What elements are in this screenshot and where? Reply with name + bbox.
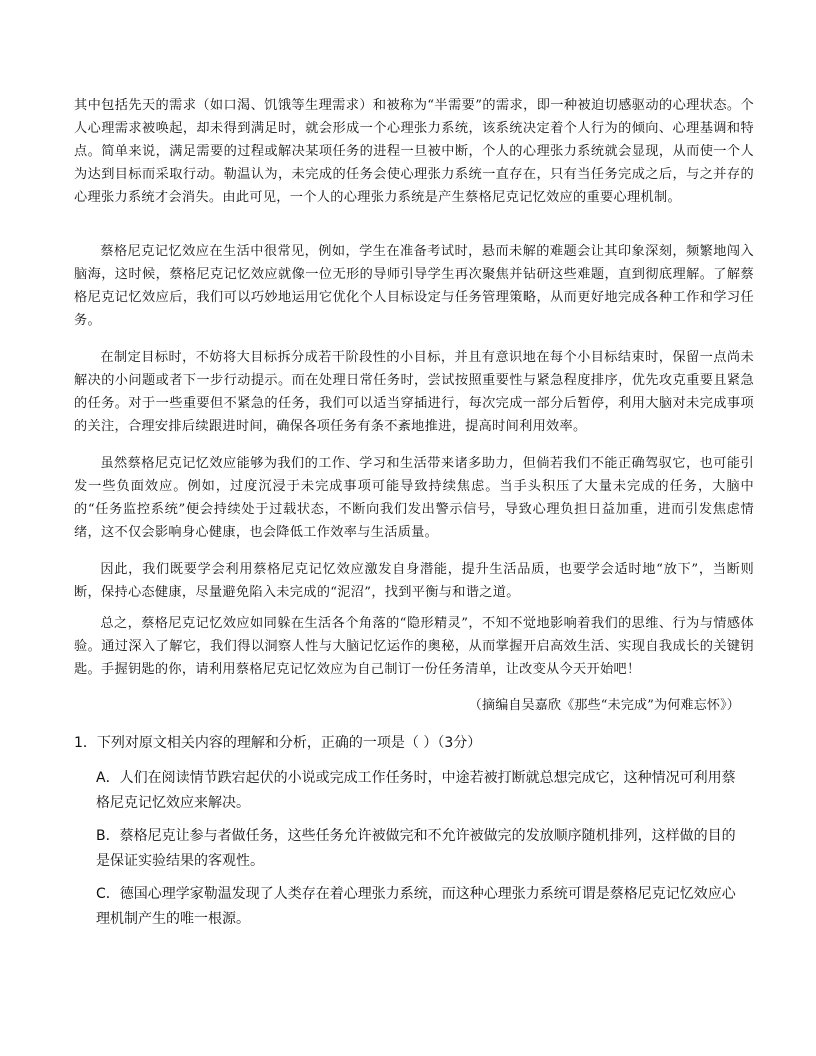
passage-source: （摘编自吴嘉欣《那些“未完成”为何难忘怀》）: [468, 698, 740, 713]
option-b: B．蔡格尼克让参与者做任务，这些任务允许被做完和不允许被做完的发放顺序随机排列，这样做的目的是保证实验结果的客观性。: [96, 828, 736, 869]
passage-paragraph-1: 其中包括先天的需求（如口渴、饥饿等生理需求）和被称为“半需要”的需求，即一种被迫切感驱动的心理状态。个人心理需求被唤起，却未得到满足时，就会形成一个心理张力系统，该系统决定着个人行为的倾向、心理基调和特点。简单来说，满足需要的过程或解决某项任务的进程一旦被中断，个人的心理张力系统就会显现，从而使一个人为达到目标而采取行动。勒温认为，未完成的任务会使心理张力系统一直存在，只有当任务完成之后，与之并存的心理张力系统才会消失。由此可见，一个人的心理张力系统是产生蔡格尼克记忆效应的重要心理机制。: [74, 98, 754, 205]
passage-paragraph-2: 蔡格尼克记忆效应在生活中很常见，例如，学生在准备考试时，悬而未解的难题会让其印象深刻，频繁地闯入脑海，这时候，蔡格尼克记忆效应就像一位无形的导师引导学生再次聚焦并钻研这些难题，直到彻底理解。了解蔡格尼克记忆效应后，我们可以巧妙地运用它优化个人目标设定与任务管理策略，从而更好地完成各种工作和学习任务。: [74, 244, 754, 328]
passage-paragraph-4: 虽然蔡格尼克记忆效应能够为我们的工作、学习和生活带来诸多助力，但倘若我们不能正确驾驭它，也可能引发一些负面效应。例如，过度沉浸于未完成事项可能导致持续焦虑。当手头积压了大量未完成的任务，大脑中的“任务监控系统”便会持续处于过载状态，不断向我们发出警示信号，导致心理负担日益加重，进而引发焦虑情绪，这不仅会影响身心健康，也会降低工作效率与生活质量。: [74, 456, 754, 540]
passage-paragraph-3: 在制定目标时，不妨将大目标拆分成若干阶段性的小目标，并且有意识地在每个小目标结束时，保留一点尚未解决的小问题或者下一步行动提示。而在处理日常任务时，尝试按照重要性与紧急程度排序，优先攻克重要且紧急的任务。对于一些重要但不紧急的任务，我们可以适当穿插进行，每次完成一部分后暂停，利用大脑对未完成事项的关注，合理安排后续跟进时间，确保各项任务有条不紊地推进，提高时间利用效率。: [74, 350, 754, 434]
passage-paragraph-6: 总之，蔡格尼克记忆效应如同躲在生活各个角落的“隐形精灵”，不知不觉地影响着我们的思维、行为与情感体验。通过深入了解它，我们得以洞察人性与大脑记忆运作的奥秘，从而掌握开启高效生活、实现自我成长的关键钥匙。手握钥匙的你，请利用蔡格尼克记忆效应为自己制订一份任务清单，让改变从今天开始吧！: [74, 616, 754, 677]
passage-paragraph-5: 因此，我们既要学会利用蔡格尼克记忆效应激发自身潜能，提升生活品质，也要学会适时地“放下”，当断则断，保持心态健康，尽量避免陷入未完成的“泥沼”，找到平衡与和谐之道。: [74, 562, 754, 600]
question-stem: 1．下列对原文相关内容的理解和分析，正确的一项是（ ）（3分）: [74, 735, 482, 751]
option-c: C．德国心理学家勒温发现了人类存在着心理张力系统，而这种心理张力系统可谓是蔡格尼克记忆效应心理机制产生的唯一根源。: [96, 886, 736, 927]
option-a: A．人们在阅读情节跌宕起伏的小说或完成工作任务时，中途若被打断就总想完成它，这种情况可利用蔡格尼克记忆效应来解决。: [96, 770, 736, 811]
